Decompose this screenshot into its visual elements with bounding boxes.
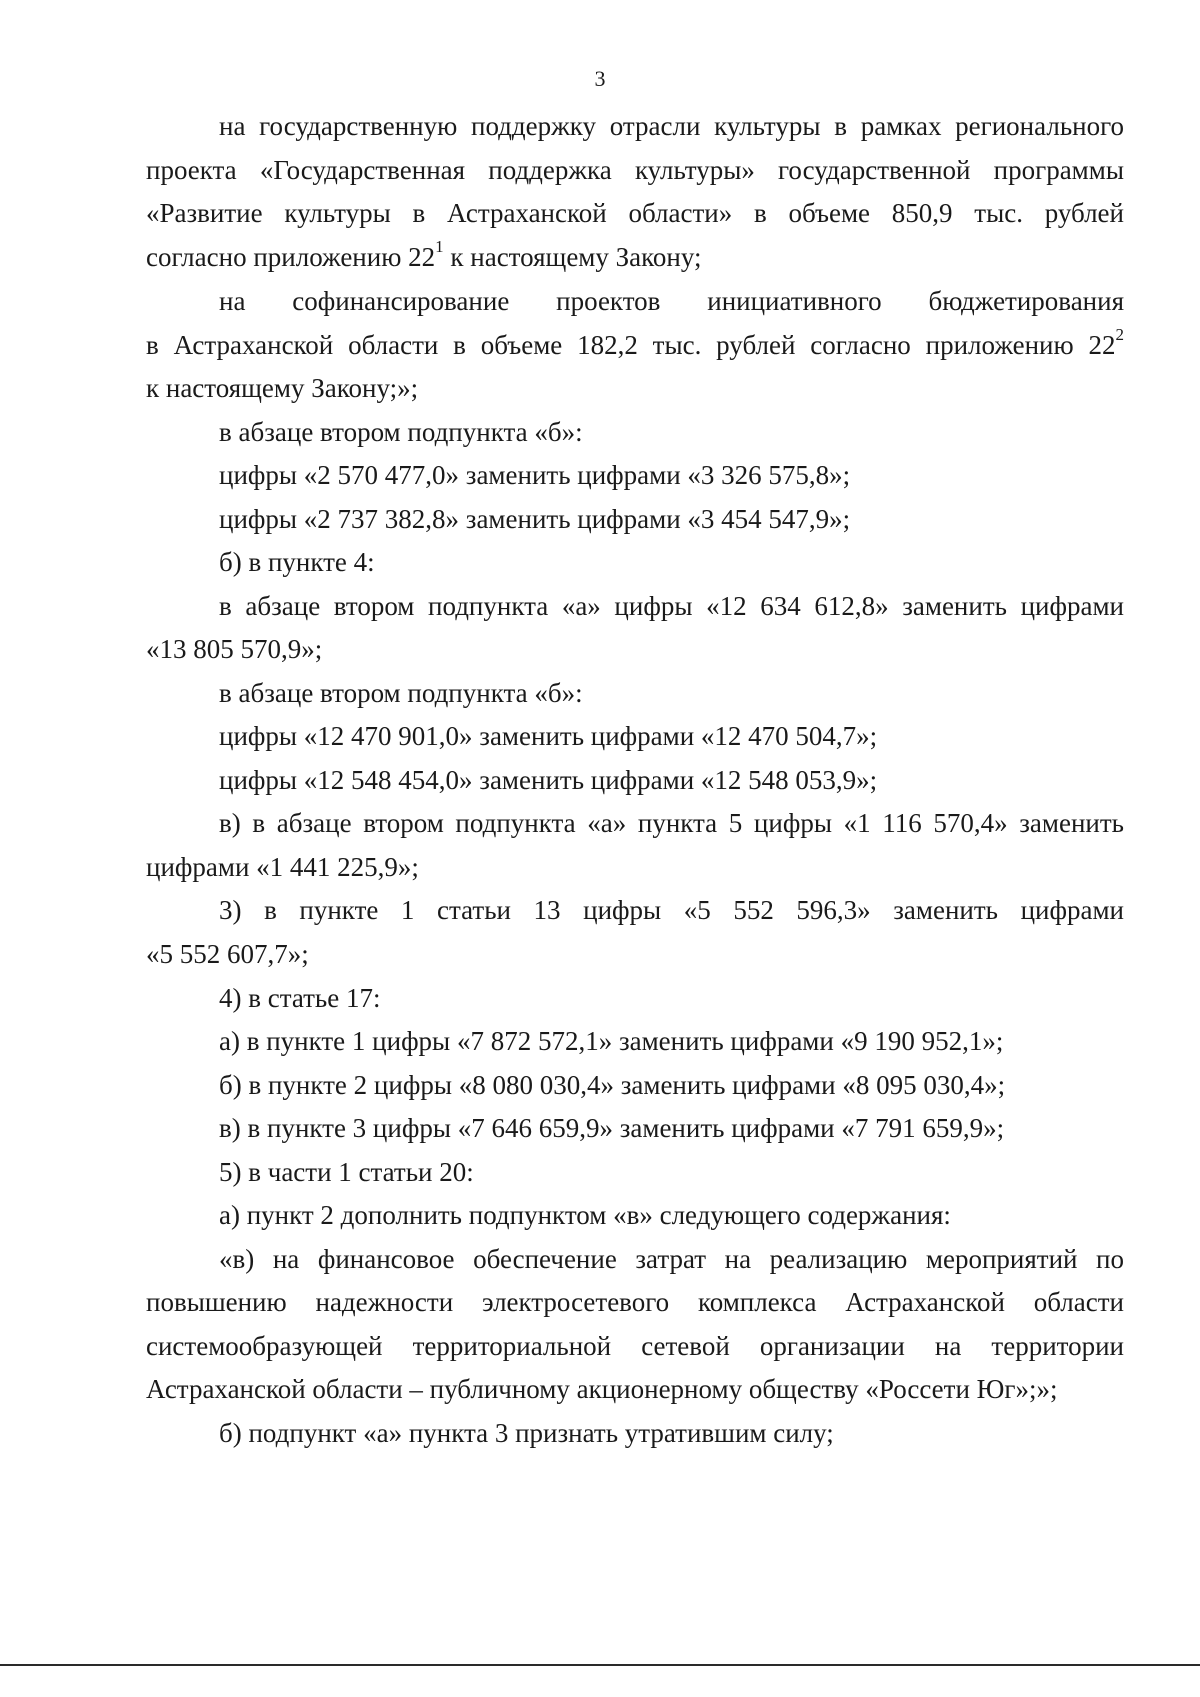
page-number: 3 xyxy=(594,66,606,91)
text-fragment: в Астраханской области в объеме 182,2 тыс. рублей согласно приложению 22 xyxy=(146,330,1116,360)
text-line: системообразующей территориальной сетевой организации на территории xyxy=(146,1331,1124,1361)
text-line: цифрами «1 441 225,9»; xyxy=(146,852,419,882)
text-line: 4) в статье 17: xyxy=(219,983,381,1013)
text-line: б) в пункте 4: xyxy=(219,547,375,577)
text-line xyxy=(146,322,1124,368)
text-fragment: к настоящему Закону; xyxy=(443,242,702,272)
text-line: 3) в пункте 1 статьи 13 цифры «5 552 596,3» заменить цифрами xyxy=(219,895,1124,925)
text-line: «в) на финансовое обеспечение затрат на реализацию мероприятий по xyxy=(219,1244,1124,1274)
text-line: цифры «12 470 901,0» заменить цифрами «12 470 504,7»; xyxy=(219,721,878,751)
text-line: в абзаце втором подпункта «б»: xyxy=(219,678,583,708)
text-line: цифры «2 737 382,8» заменить цифрами «3 454 547,9»; xyxy=(219,504,851,534)
superscript: 2 xyxy=(1115,325,1124,344)
text-line: на государственную поддержку отрасли культуры в рамках регионального xyxy=(219,111,1124,141)
text-line: б) подпункт «а» пункта 3 признать утратившим силу; xyxy=(219,1418,834,1448)
text-line: 5) в части 1 статьи 20: xyxy=(219,1157,474,1187)
text-line: цифры «2 570 477,0» заменить цифрами «3 326 575,8»; xyxy=(219,460,851,490)
text-line xyxy=(146,234,702,280)
text-line: повышению надежности электросетевого комплекса Астраханской области xyxy=(146,1287,1124,1317)
text-line: цифры «12 548 454,0» заменить цифрами «12 548 053,9»; xyxy=(219,765,878,795)
text-line: в) в пункте 3 цифры «7 646 659,9» заменить цифрами «7 791 659,9»; xyxy=(219,1113,1005,1143)
text-line: на софинансирование проектов инициативного бюджетирования xyxy=(219,286,1124,316)
text-line: в абзаце втором подпункта «а» цифры «12 634 612,8» заменить цифрами xyxy=(219,591,1124,621)
text-line: а) в пункте 1 цифры «7 872 572,1» заменить цифрами «9 190 952,1»; xyxy=(219,1026,1004,1056)
text-line: «Развитие культуры в Астраханской области» в объеме 850,9 тыс. рублей xyxy=(146,198,1124,228)
superscript: 1 xyxy=(435,237,444,256)
text-fragment: согласно приложению 22 xyxy=(146,242,436,272)
text-line: б) в пункте 2 цифры «8 080 030,4» заменить цифрами «8 095 030,4»; xyxy=(219,1070,1006,1100)
text-line: а) пункт 2 дополнить подпунктом «в» следующего содержания: xyxy=(219,1200,951,1230)
bottom-divider xyxy=(0,1664,1200,1666)
text-line: «5 552 607,7»; xyxy=(146,939,309,969)
text-line: к настоящему Закону;»; xyxy=(146,373,419,403)
text-line: Астраханской области – публичному акционерному обществу «Россети Юг»;»; xyxy=(146,1374,1058,1404)
text-line: в абзаце втором подпункта «б»: xyxy=(219,417,583,447)
text-line: в) в абзаце втором подпункта «а» пункта 5 цифры «1 116 570,4» заменить xyxy=(219,808,1124,838)
text-line: «13 805 570,9»; xyxy=(146,634,323,664)
text-line: проекта «Государственная поддержка культуры» государственной программы xyxy=(146,155,1124,185)
